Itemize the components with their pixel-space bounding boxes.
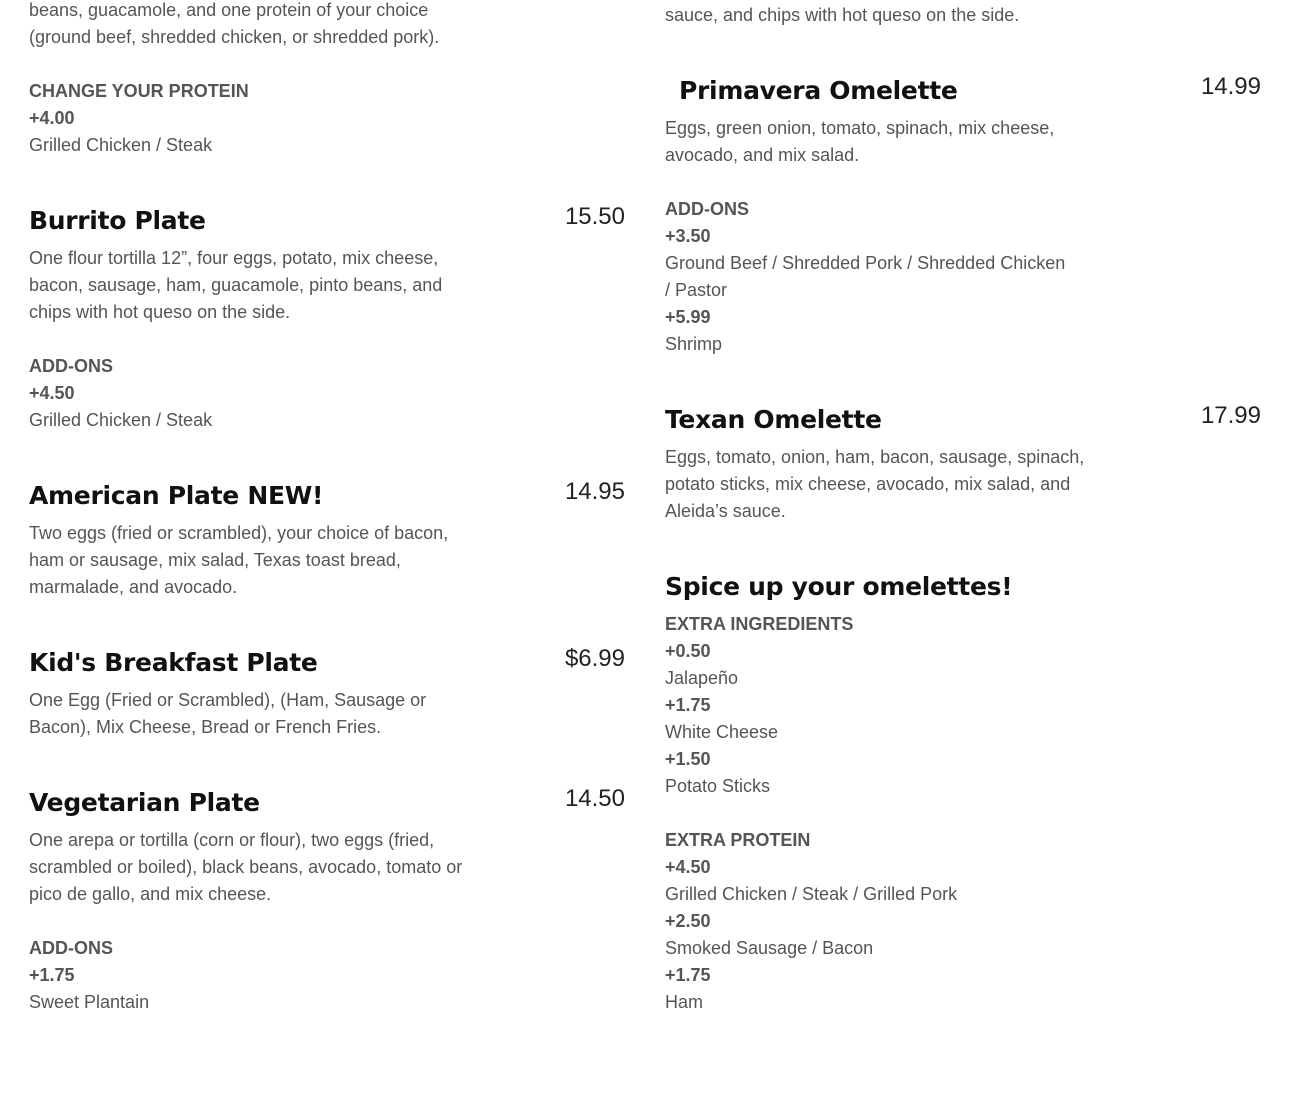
addon-price: +5.99 — [665, 307, 711, 327]
extra-label: Jalapeño — [665, 668, 739, 688]
addons-heading: ADD-ONS — [29, 938, 113, 958]
addon-options: Grilled Chicken / Steak — [29, 410, 213, 430]
change-protein-heading: CHANGE YOUR PROTEIN — [29, 81, 249, 101]
item-price: $6.99 — [564, 645, 625, 672]
extra-label: Ham — [665, 992, 704, 1012]
section-title: Spice up your omelettes! — [665, 572, 1013, 601]
primavera-description — [665, 115, 1261, 169]
extra-label: White Cheese — [665, 722, 779, 742]
kids-description — [29, 687, 625, 741]
item-name: American Plate NEW! — [29, 481, 324, 510]
menu-item-burrito-plate — [29, 203, 625, 239]
item-description-line: Bacon), Mix Cheese, Bread or French Fries. — [29, 717, 382, 737]
item-description-line: ham or sausage, mix salad, Texas toast bread, — [29, 550, 401, 570]
spice-up-section — [665, 569, 1261, 605]
item-description-line: Eggs, tomato, onion, ham, bacon, sausage, spinach, — [665, 447, 1085, 467]
extra-price: +2.50 — [665, 911, 711, 931]
item-price: 14.50 — [564, 785, 625, 812]
extra-label: Smoked Sausage / Bacon — [665, 938, 874, 958]
item-name: Texan Omelette — [665, 405, 882, 434]
addons-heading: ADD-ONS — [665, 199, 749, 219]
addons-heading: ADD-ONS — [29, 356, 113, 376]
menu-item-vegetarian-plate — [29, 785, 625, 821]
item-price: 17.99 — [1200, 402, 1261, 429]
extra-price: +1.75 — [665, 965, 711, 985]
extra-protein-heading: EXTRA PROTEIN — [665, 830, 811, 850]
extra-ingredients-heading: EXTRA INGREDIENTS — [665, 614, 854, 634]
previous-item-continuation — [665, 2, 1261, 29]
menu-item-american-plate — [29, 478, 625, 514]
extra-ingredients — [665, 611, 1261, 800]
extra-price: +4.50 — [665, 857, 711, 877]
extra-price: +1.75 — [665, 695, 711, 715]
item-description-line: beans, guacamole, and one protein of your choice — [29, 0, 429, 20]
addon-options: Ground Beef / Shredded Pork / Shredded Chicken — [665, 253, 1066, 273]
menu-item-kids-breakfast-plate — [29, 645, 625, 681]
addon-price: +4.50 — [29, 383, 75, 403]
item-description-line: (ground beef, shredded chicken, or shredded pork). — [29, 27, 440, 47]
vegetarian-description — [29, 827, 625, 908]
extra-price: +1.50 — [665, 749, 711, 769]
extra-price: +0.50 — [665, 641, 711, 661]
addon-options: Shrimp — [665, 334, 723, 354]
item-name: Vegetarian Plate — [29, 788, 260, 817]
item-description-line: potato sticks, mix cheese, avocado, mix salad, and — [665, 474, 1071, 494]
item-description-line: bacon, sausage, ham, guacamole, pinto beans, and — [29, 275, 443, 295]
item-description-line: One Egg (Fried or Scrambled), (Ham, Sausage or — [29, 690, 427, 710]
menu-item-primavera-omelette — [665, 73, 1261, 109]
change-protein-price: +4.00 — [29, 108, 75, 128]
item-name: Kid's Breakfast Plate — [29, 648, 318, 677]
item-description-line: Two eggs (fried or scrambled), your choice of bacon, — [29, 523, 449, 543]
change-protein-section — [29, 78, 625, 159]
extra-protein — [665, 827, 1261, 1016]
american-description — [29, 520, 625, 601]
texan-description — [665, 444, 1261, 525]
item-description-line: pico de gallo, and mix cheese. — [29, 884, 272, 904]
item-description-line: One flour tortilla 12”, four eggs, potato, mix cheese, — [29, 248, 439, 268]
change-protein-options: Grilled Chicken / Steak — [29, 135, 213, 155]
vegetarian-addons — [29, 935, 625, 1016]
primavera-addons — [665, 196, 1261, 358]
addon-price: +1.75 — [29, 965, 75, 985]
burrito-description — [29, 245, 625, 326]
previous-item-continuation — [29, 0, 625, 51]
item-description-line: One arepa or tortilla (corn or flour), two eggs (fried, — [29, 830, 435, 850]
item-price: 14.99 — [1200, 73, 1261, 100]
addon-options: Sweet Plantain — [29, 992, 150, 1012]
item-description-line: marmalade, and avocado. — [29, 577, 238, 597]
extra-label: Potato Sticks — [665, 776, 771, 796]
item-name: Burrito Plate — [29, 206, 206, 235]
item-description-line: scrambled or boiled), black beans, avocado, tomato or — [29, 857, 463, 877]
item-price: 14.95 — [564, 478, 625, 505]
item-description-line: chips with hot queso on the side. — [29, 302, 291, 322]
item-price: 15.50 — [564, 203, 625, 230]
addon-options: / Pastor — [665, 280, 728, 300]
item-description-line: avocado, and mix salad. — [665, 145, 860, 165]
item-description-line: Aleida’s sauce. — [665, 501, 786, 521]
burrito-addons — [29, 353, 625, 434]
item-description-line: sauce, and chips with hot queso on the side. — [665, 5, 1020, 25]
item-name: Primavera Omelette — [679, 76, 958, 105]
extra-label: Grilled Chicken / Steak / Grilled Pork — [665, 884, 958, 904]
item-description-line: Eggs, green onion, tomato, spinach, mix cheese, — [665, 118, 1055, 138]
addon-price: +3.50 — [665, 226, 711, 246]
menu-item-texan-omelette — [665, 402, 1261, 438]
